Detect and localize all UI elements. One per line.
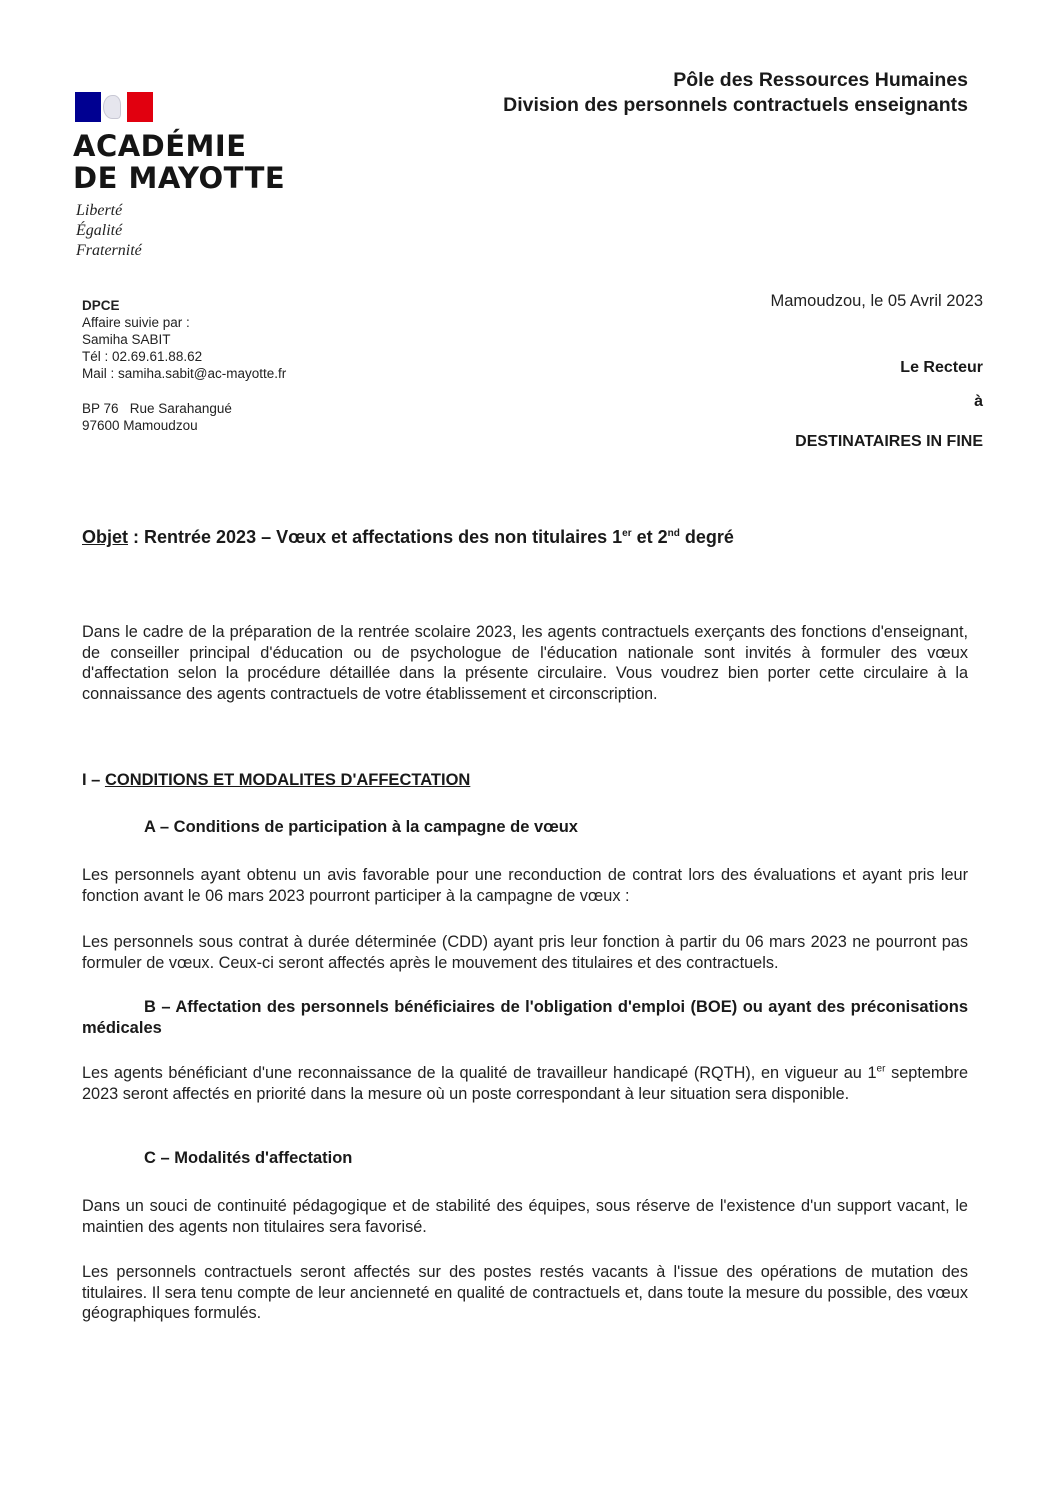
postal-address — [82, 400, 232, 434]
republic-motto — [76, 201, 142, 261]
contact-name: Samiha SABIT — [82, 332, 171, 347]
academy-line1: ACADÉMIE — [73, 129, 247, 163]
sender-block — [82, 297, 286, 382]
b-text-a: Les agents bénéficiant d'une reconnaissance de la qualité de travailleur handicapé (RQTH), en vigueur au 1 — [82, 1064, 877, 1082]
address-line1: BP 76 Rue Sarahangué — [82, 401, 232, 416]
subject-text-a: : Rentrée 2023 – Vœux et affectations des non titulaires 1 — [128, 527, 623, 547]
subsection-b-title: B – Affectation des personnels bénéficiaires de l'obligation d'emploi (BOE) ou ayant des préconisations médicales — [82, 998, 968, 1037]
academy-name — [73, 130, 285, 194]
motto-liberte: Liberté — [76, 202, 123, 219]
subject-sup1: er — [622, 528, 632, 539]
b-sup: er — [876, 1063, 886, 1075]
followed-by-label: Affaire suivie par : — [82, 315, 190, 330]
subject-sup2: nd — [667, 528, 680, 539]
marianne-flag-logo — [75, 92, 153, 122]
section-heading — [82, 771, 470, 790]
subsection-c-paragraph-1: Dans un souci de continuité pédagogique et de stabilité des équipes, sous réserve de l'existence d'un support vacant, le maintien des agents non titulaires sera favorisé. — [82, 1197, 968, 1236]
subject-text-b: et 2 — [631, 527, 668, 547]
address-line2: 97600 Mamoudzou — [82, 418, 198, 433]
destinataires: DESTINATAIRES IN FINE — [795, 433, 983, 450]
subsection-c-paragraph-2: Les personnels contractuels seront affectés sur des postes restés vacants à l'issue des opérations de mutation des titulaires. Il sera tenu compte de leur ancienneté en qualité de contractuels et, dans toute la mesure du possible, des vœux géographiques formulés. — [82, 1263, 968, 1322]
to-word: à — [974, 393, 983, 410]
contact-mail: Mail : samiha.sabit@ac-mayotte.fr — [82, 366, 287, 381]
subsection-a-paragraph-2: Les personnels sous contrat à durée déterminée (CDD) ayant pris leur fonction à partir du 06 mars 2023 ne pourront pas formuler de vœux. Ceux-ci seront affectés après le mouvement des titulaires et des contractuels. — [82, 933, 968, 972]
from-recteur: Le Recteur — [900, 359, 983, 376]
motto-egalite: Égalité — [76, 222, 123, 239]
section-prefix: I – — [82, 771, 105, 789]
division-title: Division des personnels contractuels enseignants — [503, 94, 968, 116]
subject-text-c: degré — [679, 527, 734, 547]
subject-line — [82, 527, 734, 548]
subsection-b-paragraph — [82, 1063, 968, 1104]
date-line: Mamoudzou, le 05 Avril 2023 — [770, 292, 983, 310]
subsection-a-title: A – Conditions de participation à la campagne de vœux — [144, 818, 578, 836]
contact-phone: Tél : 02.69.61.88.62 — [82, 349, 203, 364]
subsection-a-paragraph-1: Les personnels ayant obtenu un avis favorable pour une reconduction de contrat lors des évaluations et ayant pris leur fonction avant le 06 mars 2023 pourront participer à la campagne de vœux : — [82, 866, 968, 905]
motto-fraternite: Fraternité — [76, 242, 142, 259]
service-code: DPCE — [82, 298, 120, 313]
issuing-department — [503, 68, 968, 118]
section-title: CONDITIONS ET MODALITES D'AFFECTATION — [104, 771, 471, 789]
academy-line2: DE MAYOTTE — [73, 161, 286, 195]
subject-label: Objet — [82, 527, 129, 547]
intro-paragraph: Dans le cadre de la préparation de la rentrée scolaire 2023, les agents contractuels exerçants des fonctions d'enseignant, de conseiller principal d'éducation ou de psychologue de l'éducation nationale sont invités à formuler des vœux d'affectation selon la procédure détaillée dans la présente circulaire. Vous voudrez bien porter cette circulaire à la connaissance des agents contractuels de votre établissement et circonscription. — [82, 623, 968, 703]
subsection-c-title: C – Modalités d'affectation — [144, 1149, 353, 1167]
pole-title: Pôle des Ressources Humaines — [673, 69, 968, 91]
b-text-b: septembre 2023 seront affectés en priorité dans la mesure où un poste correspondant à leur situation sera disponible. — [82, 1064, 968, 1103]
